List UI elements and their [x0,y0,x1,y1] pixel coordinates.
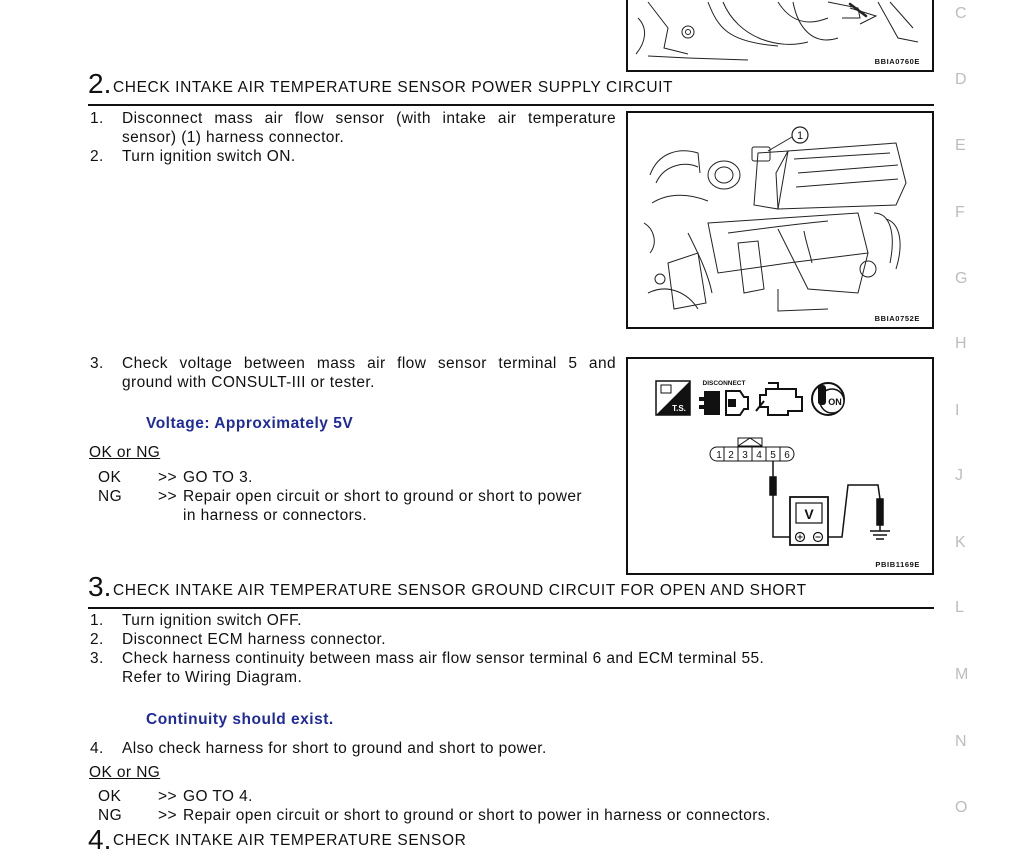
disconnect-icon [699,380,748,415]
step-2-spec: Voltage: Approximately 5V [146,415,354,432]
step-2-item-1-num: 1. [90,110,104,127]
voltage-check-diagram [628,359,932,573]
step-3-title: CHECK INTAKE AIR TEMPERATURE SENSOR GROUND CIRCUIT FOR OPEN AND SHORT [113,582,807,599]
ts-icon [656,381,690,415]
voltage-check-figure [626,357,934,575]
result-ok-text: GO TO 4. [183,788,253,805]
side-letter-j[interactable]: J [955,467,963,484]
step-3-item-1-num: 1. [90,612,104,629]
result-ng-key: NG [98,807,123,824]
step-2-item-2-num: 2. [90,148,104,165]
result-ng-text-line2: in harness or connectors. [183,507,368,524]
result-ok-arrow: >> [158,469,177,486]
terminal-6: 6 [784,450,790,461]
mass-air-flow-sensor-location-figure [626,111,934,329]
connector-terminals [710,438,794,461]
result-ng-text: Repair open circuit or short to ground or short to power in harness or connectors. [183,807,771,824]
step-2-number: 2. [88,68,112,99]
disconnect-icon-label: DISCONNECT [702,380,746,387]
step-4-title: CHECK INTAKE AIR TEMPERATURE SENSOR [113,832,467,849]
step-2-title: CHECK INTAKE AIR TEMPERATURE SENSOR POWER SUPPLY CIRCUIT [113,79,674,96]
terminal-3: 3 [742,450,748,461]
result-ok-key: OK [98,469,122,486]
voltmeter-label: V [804,506,814,522]
step-3-number: 3. [88,571,112,602]
step-2-ok-ng-label: OK or NG [89,444,161,461]
side-letter-h[interactable]: H [955,335,967,352]
step-2-item-3-line1: Check voltage between mass air flow sensor terminal 5 and [122,355,616,372]
side-letter-f[interactable]: F [955,204,965,221]
step-3-item-4-text: Also check harness for short to ground and short to power. [122,740,547,757]
step-3-divider [88,607,934,609]
probe-wires [770,461,890,539]
step-3-item-3-line2: Refer to Wiring Diagram. [122,669,303,686]
step-3-item-2-num: 2. [90,631,104,648]
side-letter-d[interactable]: D [955,71,967,88]
step-4-number: 4. [88,824,112,855]
voltmeter-icon [790,497,828,545]
terminal-2: 2 [728,450,734,461]
callout-1-label: 1 [796,130,804,142]
step-3-ok-ng-label: OK or NG [89,764,161,781]
ignition-on-icon [812,383,844,415]
side-letter-c[interactable]: C [955,5,967,22]
top-engine-figure [626,0,934,72]
side-letter-g[interactable]: G [955,270,968,287]
figure-code: BBIA0752E [874,314,920,323]
side-letter-i[interactable]: I [955,402,960,419]
step-3-spec: Continuity should exist. [146,711,334,728]
step-2-item-3-line2: ground with CONSULT-III or tester. [122,374,375,391]
engine-bay-illustration [628,113,932,327]
step-3-item-4-num: 4. [90,740,104,757]
result-ok-arrow: >> [158,788,177,805]
result-ng-arrow: >> [158,807,177,824]
step-2-item-3-num: 3. [90,355,104,372]
figure-code: PBIB1169E [875,560,920,569]
result-ok-text: GO TO 3. [183,469,253,486]
terminal-5: 5 [770,450,776,461]
side-letter-l[interactable]: L [955,599,964,616]
ignition-on-label: ON [828,397,842,407]
terminal-1: 1 [716,450,722,461]
ts-icon-label: T.S. [672,404,686,413]
step-3-item-1-text: Turn ignition switch OFF. [122,612,302,629]
step-3-item-2-text: Disconnect ECM harness connector. [122,631,386,648]
terminal-4: 4 [756,450,762,461]
engine-icon [756,383,802,415]
side-letter-n[interactable]: N [955,733,967,750]
result-ng-text: Repair open circuit or short to ground or short to power [183,488,582,505]
step-3-item-3-num: 3. [90,650,104,667]
side-letter-e[interactable]: E [955,137,966,154]
side-letter-k[interactable]: K [955,534,966,551]
result-ng-arrow: >> [158,488,177,505]
figure-code: BBIA0760E [874,57,920,66]
side-letter-o[interactable]: O [955,799,968,816]
side-letter-m[interactable]: M [955,666,969,683]
step-2-divider [88,104,934,106]
step-3-item-3-line1: Check harness continuity between mass air flow sensor terminal 6 and ECM terminal 55. [122,650,765,667]
step-2-item-1-line2: sensor) (1) harness connector. [122,129,345,146]
result-ok-key: OK [98,788,122,805]
step-2-item-2-text: Turn ignition switch ON. [122,148,296,165]
result-ng-key: NG [98,488,123,505]
step-2-item-1-line1: Disconnect mass air flow sensor (with intake air temperature [122,110,616,127]
